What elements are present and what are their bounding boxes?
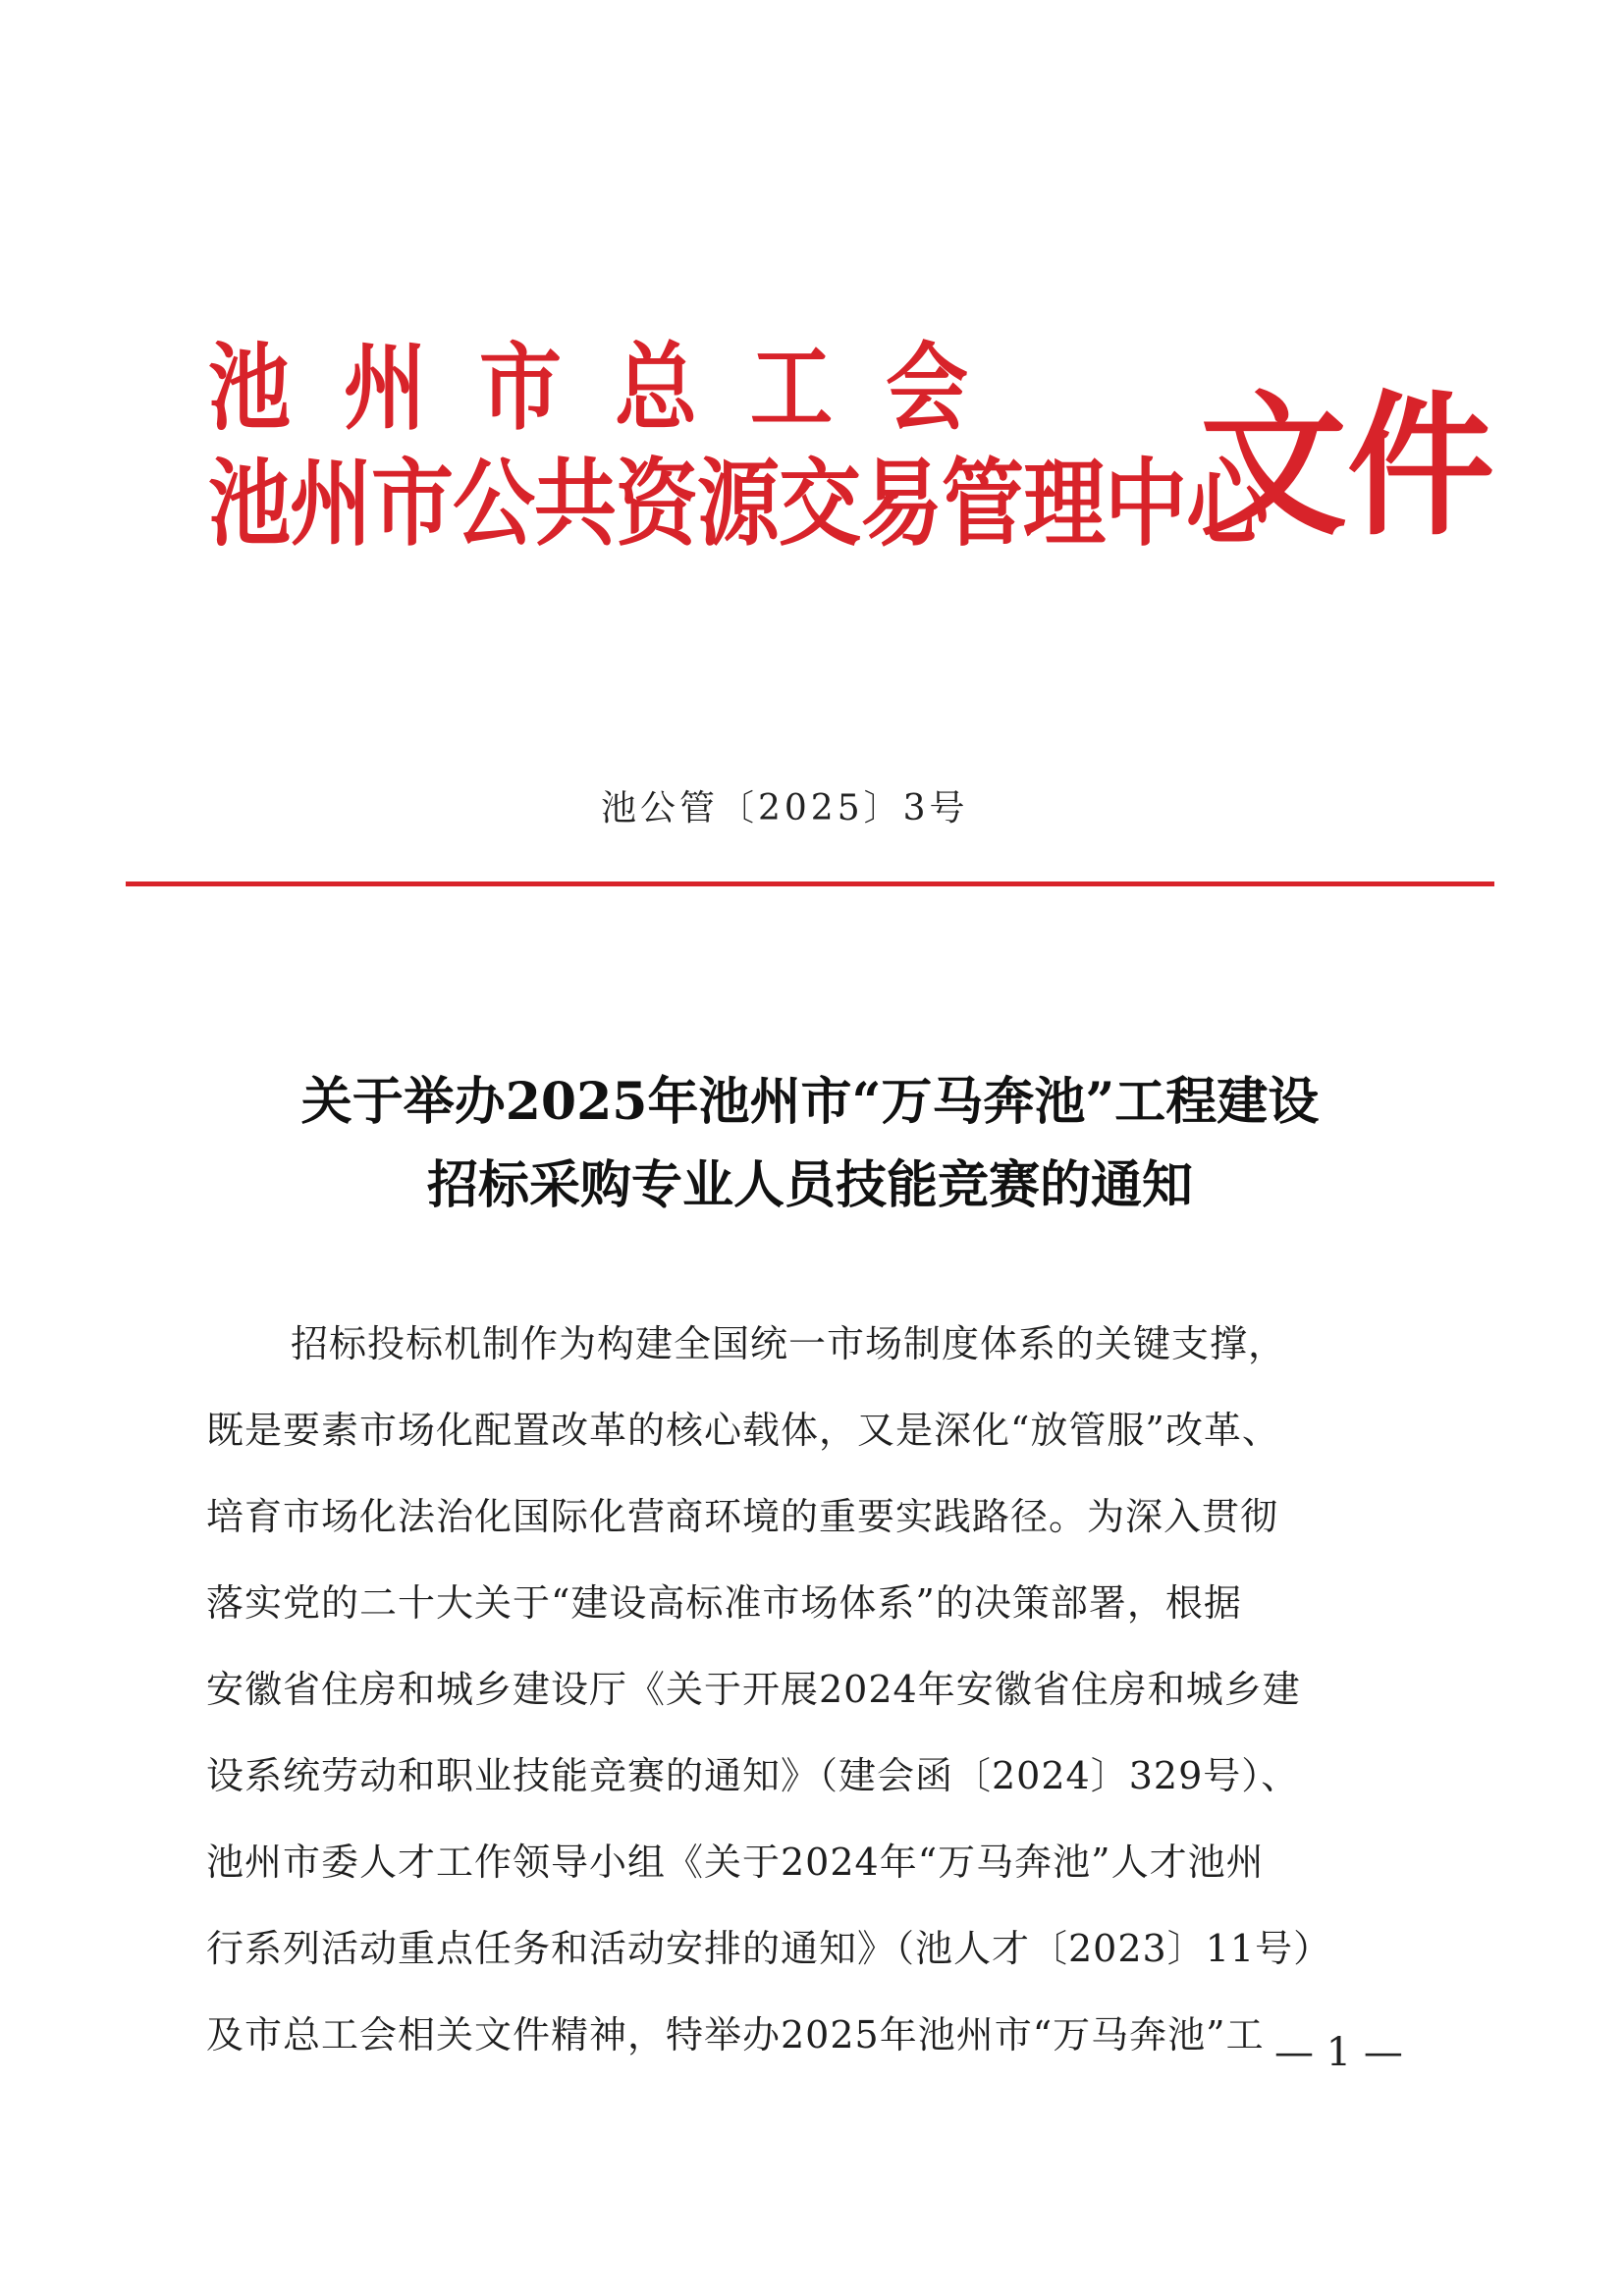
body-line: 培育市场化法治化国际化营商环境的重要实践路径。为深入贯彻 [206, 1495, 1279, 1538]
document-number: 池公管〔2025〕3号 [601, 788, 969, 828]
issuer-name-2: 池州市公共资源交易管理中心 [208, 448, 1269, 560]
body-line: 安徽省住房和城乡建设厅《关于开展2024年安徽省住房和城乡建 [206, 1668, 1301, 1711]
document-title-line-1: 关于举办2025年池州市“万马奔池”工程建设 [300, 1072, 1320, 1132]
body-line: 设系统劳动和职业技能竞赛的通知》（建会函〔2024〕329号）、 [206, 1754, 1300, 1797]
body-line: 招标投标机制作为构建全国统一市场制度体系的关键支撑， [291, 1322, 1287, 1365]
page-number: — 1 — [1274, 2030, 1403, 2075]
issuer-name-1: 池州市总工会 [208, 332, 1022, 444]
body-line: 行系列活动重点任务和活动安排的通知》（池人才〔2023〕11号） [206, 1927, 1332, 1970]
body-paragraph [206, 1301, 1434, 2078]
document-header [208, 312, 1495, 560]
body-line: 及市总工会相关文件精神，特举办2025年池州市“万马奔池”工 [206, 2013, 1265, 2056]
body-line: 落实党的二十大关于“建设高标准市场体系”的决策部署，根据 [206, 1581, 1242, 1625]
red-divider [126, 881, 1494, 886]
body-line: 池州市委人才工作领导小组《关于2024年“万马奔池”人才池州 [206, 1841, 1265, 1884]
document-title-line-2: 招标采购专业人员技能竞赛的通知 [426, 1155, 1193, 1215]
document-type-label: 文件 [1200, 377, 1495, 558]
body-line: 既是要素市场化配置改革的核心载体，又是深化“放管服”改革、 [206, 1409, 1280, 1452]
